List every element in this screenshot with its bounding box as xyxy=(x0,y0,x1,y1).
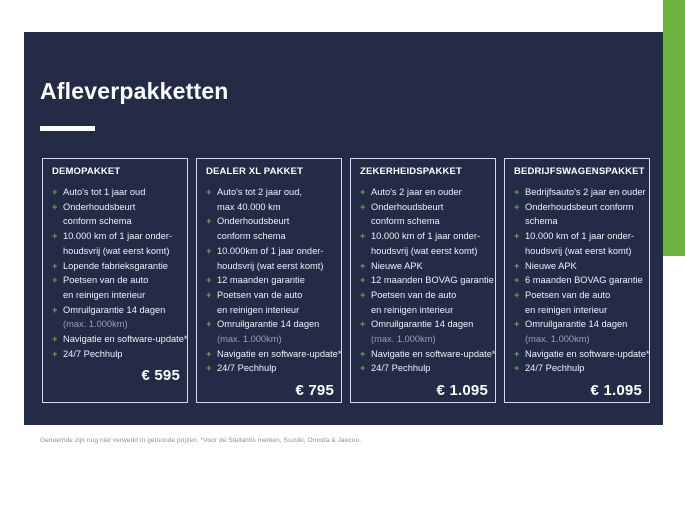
plus-bullet-icon: + xyxy=(206,275,212,286)
feature-line-continued xyxy=(206,332,334,347)
feature-text: Omruilgarantie 14 dagen xyxy=(371,319,474,330)
feature-text: 24/7 Pechhulp xyxy=(63,348,123,359)
plus-bullet-icon: + xyxy=(514,319,520,330)
feature-list xyxy=(206,185,342,376)
feature-text: (max. 1.000km) xyxy=(371,334,436,345)
feature-text: Omruilgarantie 14 dagen xyxy=(217,319,320,330)
feature-text: Onderhoudsbeurt xyxy=(217,216,290,227)
feature-line xyxy=(514,288,642,303)
package-price: € 1.095 xyxy=(436,382,488,400)
plus-bullet-icon: + xyxy=(360,260,366,271)
plus-bullet-icon: + xyxy=(514,275,520,286)
package-cards-row xyxy=(42,158,650,403)
feature-line-continued xyxy=(360,214,488,229)
plus-bullet-icon: + xyxy=(206,348,212,359)
plus-bullet-icon: + xyxy=(514,201,520,212)
feature-line xyxy=(206,347,342,362)
feature-text: en reinigen interieur xyxy=(371,304,454,315)
feature-line-continued xyxy=(52,317,180,332)
feature-text: Poetsen van de auto xyxy=(217,289,303,300)
feature-text: (max. 1.000km) xyxy=(63,319,128,330)
feature-text: houdsvrij (wat eerst komt) xyxy=(525,245,632,256)
plus-bullet-icon: + xyxy=(360,319,366,330)
feature-line xyxy=(52,259,180,274)
feature-list xyxy=(52,185,188,361)
feature-line xyxy=(206,244,334,259)
plus-bullet-icon: + xyxy=(360,289,366,300)
feature-line xyxy=(514,317,642,332)
feature-line xyxy=(514,229,642,244)
feature-list xyxy=(514,185,650,376)
feature-text: Auto's tot 1 jaar oud xyxy=(63,187,146,197)
plus-bullet-icon: + xyxy=(360,201,366,212)
feature-line xyxy=(514,347,650,362)
plus-bullet-icon: + xyxy=(206,289,212,300)
feature-text: Poetsen van de auto xyxy=(525,289,611,300)
feature-line-continued xyxy=(206,259,334,274)
feature-line xyxy=(514,259,642,274)
feature-line-continued xyxy=(206,229,334,244)
feature-line xyxy=(206,361,334,376)
package-name: DEALER XL PAKKET xyxy=(206,166,304,177)
slide-background xyxy=(24,32,663,425)
feature-line-continued xyxy=(206,200,334,215)
plus-bullet-icon: + xyxy=(52,304,58,315)
feature-line-continued xyxy=(206,303,334,318)
title-underline xyxy=(40,126,95,131)
feature-line-continued xyxy=(514,214,642,229)
feature-text: Nieuwe APK xyxy=(525,260,577,271)
feature-line xyxy=(206,214,334,229)
feature-line xyxy=(360,273,494,288)
feature-text: 12 maanden BOVAG garantie xyxy=(371,275,494,286)
package-price: € 795 xyxy=(295,382,334,400)
feature-text: 10.000 km of 1 jaar onder- xyxy=(63,231,173,242)
feature-text: conform schema xyxy=(371,216,440,227)
footnote-text: Genoemde zijn nog niet verwerkt in getoonde prijzen. *Voor de Stellantis merken, Suzuki, Omoda & Jaecoo. xyxy=(40,437,362,444)
plus-bullet-icon: + xyxy=(514,363,520,374)
feature-line-continued xyxy=(52,214,180,229)
plus-bullet-icon: + xyxy=(52,201,58,212)
plus-bullet-icon: + xyxy=(206,187,212,197)
feature-line xyxy=(52,185,180,200)
package-card xyxy=(350,158,496,403)
feature-line xyxy=(206,317,334,332)
feature-line xyxy=(360,288,488,303)
plus-bullet-icon: + xyxy=(514,187,520,197)
feature-line-continued xyxy=(514,303,642,318)
feature-line-continued xyxy=(52,244,180,259)
feature-text: Onderhoudsbeurt xyxy=(371,201,444,212)
plus-bullet-icon: + xyxy=(360,231,366,242)
feature-line xyxy=(52,332,188,347)
feature-line xyxy=(52,229,180,244)
plus-bullet-icon: + xyxy=(52,187,58,197)
feature-line xyxy=(360,229,488,244)
feature-text: Onderhoudsbeurt xyxy=(63,201,136,212)
feature-text: Navigatie en software-update* xyxy=(371,348,496,359)
feature-line xyxy=(360,200,488,215)
plus-bullet-icon: + xyxy=(514,260,520,271)
plus-bullet-icon: + xyxy=(52,275,58,286)
feature-text: max 40.000 km xyxy=(217,201,281,212)
feature-text: houdsvrij (wat eerst komt) xyxy=(63,245,170,256)
feature-text: (max. 1.000km) xyxy=(217,334,282,345)
feature-line-continued xyxy=(360,332,488,347)
feature-text: Onderhoudsbeurt conform xyxy=(525,201,634,212)
feature-text: en reinigen interieur xyxy=(63,289,146,300)
feature-line-continued xyxy=(360,303,488,318)
feature-text: Navigatie en software-update* xyxy=(217,348,342,359)
feature-line xyxy=(514,361,642,376)
feature-list xyxy=(360,185,496,376)
feature-text: Poetsen van de auto xyxy=(63,275,149,286)
feature-line xyxy=(206,288,334,303)
feature-text: 10.000km of 1 jaar onder- xyxy=(217,245,324,256)
feature-line xyxy=(52,303,180,318)
feature-text: Navigatie en software-update* xyxy=(525,348,650,359)
feature-text: Nieuwe APK xyxy=(371,260,423,271)
feature-text: Auto's tot 2 jaar oud, xyxy=(217,187,302,197)
plus-bullet-icon: + xyxy=(52,231,58,242)
plus-bullet-icon: + xyxy=(206,319,212,330)
feature-text: 24/7 Pechhulp xyxy=(525,363,585,374)
plus-bullet-icon: + xyxy=(206,216,212,227)
feature-text: 24/7 Pechhulp xyxy=(217,363,277,374)
plus-bullet-icon: + xyxy=(52,334,58,345)
green-accent-block xyxy=(663,0,685,256)
package-card xyxy=(504,158,650,403)
plus-bullet-icon: + xyxy=(360,187,366,197)
feature-text: Omruilgarantie 14 dagen xyxy=(63,304,166,315)
plus-bullet-icon: + xyxy=(514,231,520,242)
feature-text: schema xyxy=(525,216,558,227)
feature-line xyxy=(514,185,646,200)
feature-text: Lopende fabrieksgarantie xyxy=(63,260,168,271)
feature-line xyxy=(52,200,180,215)
plus-bullet-icon: + xyxy=(360,348,366,359)
package-card xyxy=(196,158,342,403)
feature-line xyxy=(514,273,642,288)
package-name: ZEKERHEIDSPAKKET xyxy=(360,166,462,177)
plus-bullet-icon: + xyxy=(514,348,520,359)
feature-text: Auto's 2 jaar en ouder xyxy=(371,187,462,197)
feature-text: conform schema xyxy=(63,216,132,227)
feature-line xyxy=(206,273,334,288)
feature-line xyxy=(206,185,334,200)
feature-line-continued xyxy=(52,288,180,303)
plus-bullet-icon: + xyxy=(206,245,212,256)
feature-text: houdsvrij (wat eerst komt) xyxy=(217,260,324,271)
feature-text: Navigatie en software-update* xyxy=(63,334,188,345)
feature-line xyxy=(52,347,180,362)
feature-line xyxy=(514,200,642,215)
feature-text: 10.000 km of 1 jaar onder- xyxy=(371,231,481,242)
plus-bullet-icon: + xyxy=(360,363,366,374)
plus-bullet-icon: + xyxy=(360,275,366,286)
package-name: BEDRIJFSWAGENSPAKKET xyxy=(514,166,645,177)
feature-text: 6 maanden BOVAG garantie xyxy=(525,275,643,286)
feature-line xyxy=(52,273,180,288)
plus-bullet-icon: + xyxy=(52,348,58,359)
feature-text: en reinigen interieur xyxy=(217,304,300,315)
feature-text: en reinigen interieur xyxy=(525,304,608,315)
feature-line-continued xyxy=(514,244,642,259)
feature-line-continued xyxy=(360,244,488,259)
feature-text: 10.000 km of 1 jaar onder- xyxy=(525,231,635,242)
feature-line xyxy=(360,317,488,332)
feature-text: Omruilgarantie 14 dagen xyxy=(525,319,628,330)
feature-text: (max. 1.000km) xyxy=(525,334,590,345)
plus-bullet-icon: + xyxy=(514,289,520,300)
package-price: € 595 xyxy=(141,367,180,385)
feature-text: Poetsen van de auto xyxy=(371,289,457,300)
page-title: Afleverpakketten xyxy=(40,78,229,104)
package-price: € 1.095 xyxy=(590,382,642,400)
feature-text: Bedrijfsauto's 2 jaar en ouder xyxy=(525,187,646,197)
feature-text: houdsvrij (wat eerst komt) xyxy=(371,245,478,256)
feature-line xyxy=(360,361,488,376)
feature-text: 24/7 Pechhulp xyxy=(371,363,431,374)
feature-line xyxy=(360,347,496,362)
package-card xyxy=(42,158,188,403)
plus-bullet-icon: + xyxy=(206,363,212,374)
package-name: DEMOPAKKET xyxy=(52,166,121,177)
plus-bullet-icon: + xyxy=(52,260,58,271)
feature-text: 12 maanden garantie xyxy=(217,275,305,286)
feature-text: conform schema xyxy=(217,231,286,242)
feature-line xyxy=(360,185,488,200)
feature-line-continued xyxy=(514,332,642,347)
feature-line xyxy=(360,259,488,274)
